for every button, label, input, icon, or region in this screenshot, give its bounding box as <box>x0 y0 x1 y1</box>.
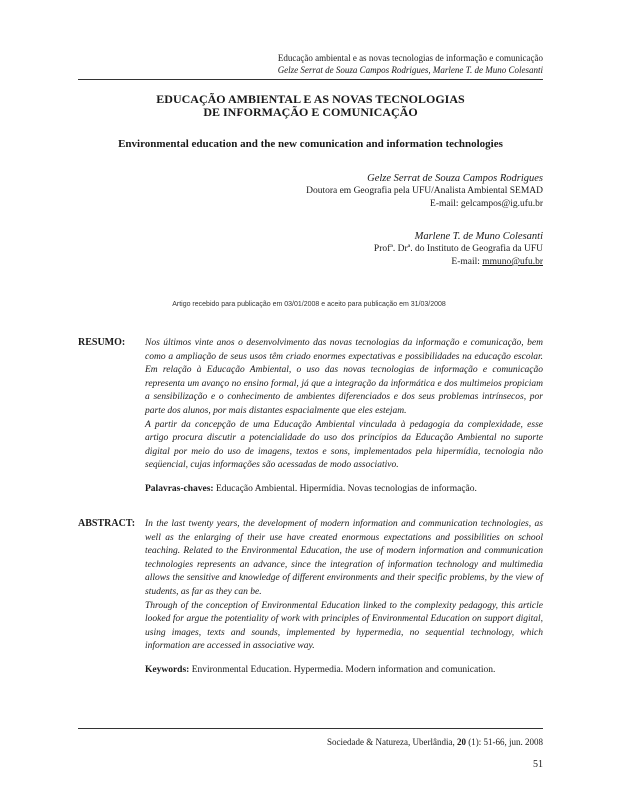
author-name: Gelze Serrat de Souza Campos Rodrigues <box>367 173 543 184</box>
title-line-2: DE INFORMAÇÃO E COMUNICAÇÃO <box>203 105 418 119</box>
author-email-line <box>306 198 543 211</box>
journal-name: Sociedade & Natureza, Uberlândia, <box>327 737 455 747</box>
abstract-paragraph-2: Through of the conception of Environmental Education linked to the complexity pedagogy, this article looked for argue the potentiality of work with principles of Environmental Education on support digital, using images, texts and sounds, implemented by hypermedia, no sequential technology, which information are accessed in associative way. <box>145 600 543 652</box>
resumo-paragraph-2: A partir da concepção de uma Educação Ambiental vinculada à pedagogia da complexidade, esse artigo procura discutir a potencialidade do uso dos princípios da Educação Ambiental no suporte digital por meio do uso de imagens, textos e sons, implementados pela hipermídia, tecnologia não seqüencial, cujas informações são acessadas de modo associativo. <box>145 419 543 471</box>
keywords-label: Keywords: <box>145 664 190 675</box>
abstract-label: ABSTRACT: <box>78 518 136 529</box>
article-title <box>78 93 543 119</box>
abstract-keywords <box>145 665 543 675</box>
abstract-body <box>145 518 543 654</box>
page-number: 51 <box>533 759 543 770</box>
title-line-1: EDUCAÇÃO AMBIENTAL E AS NOVAS TECNOLOGIAS <box>156 92 465 106</box>
email-label: E-mail: <box>430 199 459 209</box>
author-affiliation: Doutora em Geografia pela UFU/Analista Ambiental SEMAD <box>306 186 543 196</box>
keywords-text: Educação Ambiental. Hipermídia. Novas tecnologias de informação. <box>215 483 477 494</box>
resumo-paragraph-1: Nos últimos vinte anos o desenvolvimento das novas tecnologias da informação e comunicação, bem como a ampliação de seus usos têm criado enormes expectativas e possibilidades na educação escolar. Em relação à Educação Ambiental, o uso das novas tecnologias de informação e comunicação representa um avanço no ensino formal, já que a integração da informática e dos multimeios propiciam a sensibilização e o conhecimento de ambientes diferenciados e dos seus problemas intrínsecos, por parte dos alunos, por mais distantes espacialmente que eles estejam. <box>145 338 543 416</box>
english-title: Environmental education and the new comunication and information technologies <box>118 138 503 150</box>
author-block-2 <box>374 230 543 269</box>
author-email-line <box>374 256 543 269</box>
email-label: E-mail: <box>451 257 480 267</box>
journal-volume: 20 <box>457 737 466 747</box>
abstract-paragraph-1: In the last twenty years, the development of modern information and communication technologies, as well as the enlarging of their use have created enormous expectations and possibilities on school teaching. Related to the Environmental Education, the use of modern information and communication technologies represents an advance, since the integration of information technology and multimedia allows the sensitive and knowledge of different environments and their specific problems, by the view of students, as far as they can be. <box>145 519 543 597</box>
author-block-1 <box>306 172 543 211</box>
running-head <box>278 53 543 76</box>
footer-rule <box>78 728 543 729</box>
running-head-title: Educação ambiental e as novas tecnologias de informação e comunicação <box>277 53 543 63</box>
header-rule <box>78 79 543 80</box>
journal-citation <box>327 737 543 747</box>
resumo-keywords <box>145 484 543 494</box>
resumo-body <box>145 337 543 473</box>
received-note: Artigo recebido para publicação em 03/01/2008 e aceito para publicação em 31/03/2008 <box>172 301 446 308</box>
keywords-label: Palavras-chaves: <box>145 483 214 494</box>
author-name: Marlene T. de Muno Colesanti <box>414 231 543 242</box>
author-affiliation: Profª. Drª. do Instituto de Geografia da UFU <box>373 244 543 254</box>
journal-issue: (1): 51-66, jun. 2008 <box>468 737 543 747</box>
abstract-section <box>78 518 543 675</box>
resumo-label: RESUMO: <box>78 337 126 348</box>
author-email[interactable]: gelcampos@ig.ufu.br <box>460 199 543 209</box>
keywords-text: Environmental Education. Hypermedia. Modern information and comunication. <box>191 664 496 675</box>
author-email-link[interactable]: mmuno@ufu.br <box>482 257 543 267</box>
resumo-section <box>78 337 543 494</box>
running-head-authors: Gelze Serrat de Souza Campos Rodrigues, Marlene T. de Muno Colesanti <box>277 64 543 75</box>
